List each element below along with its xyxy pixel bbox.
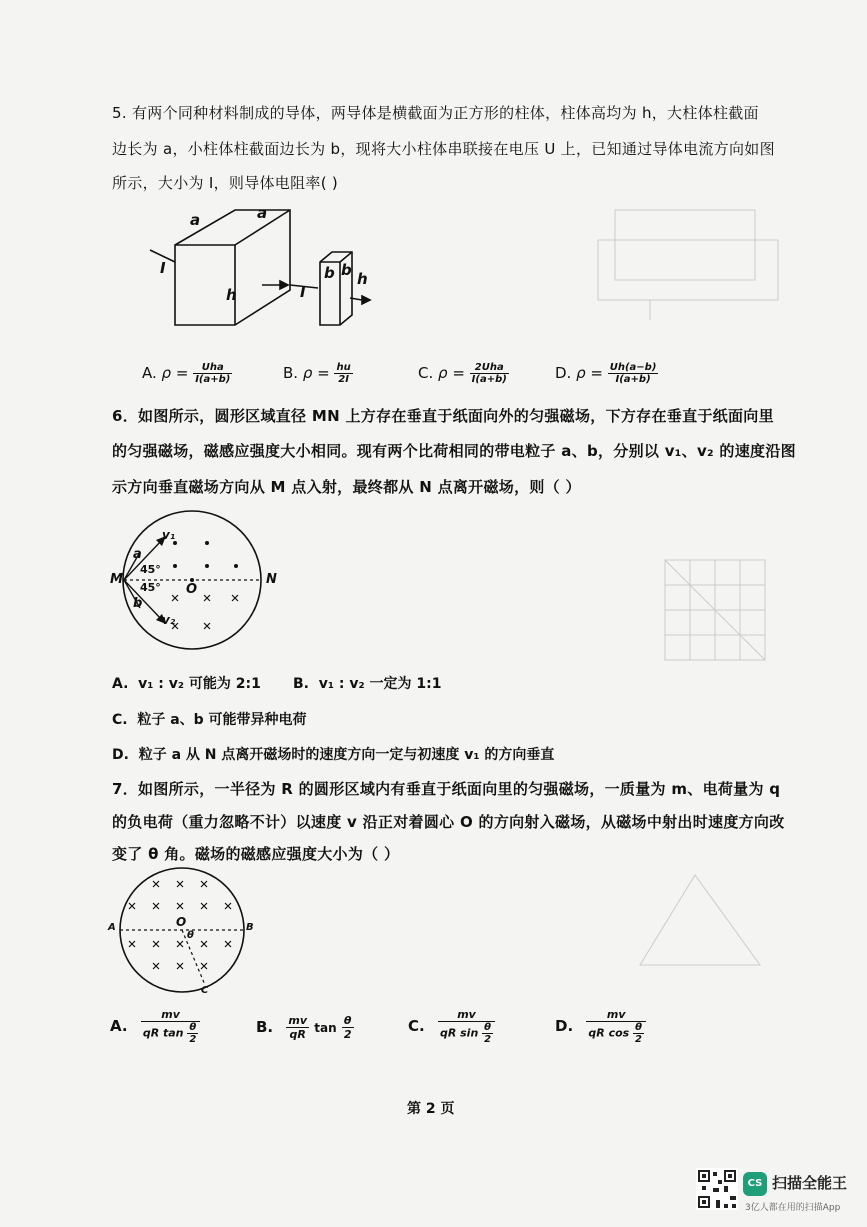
q6-label-angle-bottom: 45° — [140, 581, 161, 594]
q6-option-d[interactable]: D. 粒子 a 从 N 点离开磁场时的速度方向一定与初速度 v₁ 的方向垂直 — [112, 747, 555, 763]
q7-label-theta: θ — [187, 930, 194, 941]
q6-label-O: O — [186, 582, 198, 597]
q6-label-N: N — [266, 572, 277, 587]
q6-label-b: b — [133, 596, 143, 611]
q7-option-d[interactable]: D. mv qR cos $\frac{\theta}{2}$ — [555, 1008, 646, 1045]
page-number: 第 2 页 — [407, 1101, 455, 1117]
q5-line1: 5. 有两个同种材料制成的导体，两导体是横截面为正方形的柱体，柱体高均为 h，大柱体柱截面 — [112, 104, 759, 122]
camscanner-tagline: 3亿人都在用的扫描App — [745, 1203, 841, 1213]
q7-option-b[interactable]: B. $\frac{mv}{qR}$ tan $\frac{\theta}{2}$ — [256, 1014, 352, 1041]
q5-option-d[interactable]: D. ρ = $\frac{Uh(a-b)}{I(a+b)}$ — [555, 362, 657, 385]
q5-label-I1: I — [160, 259, 166, 277]
q5-label-b1: b — [324, 264, 335, 282]
q6-line2: 的匀强磁场，磁感应强度大小相同。现有两个比荷相同的带电粒子 a、b，分别以 v₁、v₂ 的速度沿图 — [112, 442, 796, 460]
q7-label-A: A — [108, 922, 116, 933]
q5-option-b[interactable]: B. ρ = $\frac{hu}{2I}$ — [283, 362, 351, 385]
q6-option-a[interactable]: A. v₁ : v₂ 可能为 2:1 — [112, 676, 261, 692]
q6-option-c[interactable]: C. 粒子 a、b 可能带异种电荷 — [112, 712, 307, 728]
q7-label-C: C — [201, 985, 209, 996]
camscanner-app-name: 扫描全能王 — [772, 1174, 848, 1192]
q6-label-v2: v₂ — [162, 613, 176, 627]
q6-option-b[interactable]: B. v₁ : v₂ 一定为 1:1 — [293, 676, 442, 692]
q5-label-b2: b — [341, 261, 352, 279]
q7-option-a[interactable]: A. mv qR tan $\frac{\theta}{2}$ — [110, 1008, 200, 1045]
q7-line1: 7．如图所示，一半径为 R 的圆形区域内有垂直于纸面向里的匀强磁场，一质量为 m、电荷量为 q — [112, 780, 781, 798]
q5-line3: 所示，大小为 I，则导体电阻率( ) — [112, 174, 339, 192]
q5-label-h2: h — [357, 270, 368, 288]
q5-option-c[interactable]: C. ρ = $\frac{\text{2Uha}}{I(a+b)}$ — [418, 362, 507, 385]
q7-option-c[interactable]: C. mv qR sin $\frac{\theta}{2}$ — [408, 1008, 495, 1045]
q7-label-O: O — [176, 915, 187, 929]
q5-option-a[interactable]: A. ρ = $\frac{\text{Uha}}{I(a+b)}$ — [142, 362, 231, 385]
camscanner-logo-icon: CS — [743, 1172, 767, 1196]
q6-label-v1: v₁ — [162, 528, 176, 542]
q6-label-a: a — [133, 547, 142, 562]
q5-label-I2: I — [300, 283, 306, 301]
q6-label-angle-top: 45° — [140, 563, 161, 576]
q5-label-a1: a — [190, 211, 201, 229]
q7-label-B: B — [246, 922, 254, 933]
q5-line2: 边长为 a，小柱体柱截面边长为 b，现将大小柱体串联接在电压 U 上，已知通过导体电流方向如图 — [112, 140, 775, 158]
q7-line2: 的负电荷（重力忽略不计）以速度 v 沿正对着圆心 O 的方向射入磁场，从磁场中射出时速度方向改 — [112, 813, 785, 831]
q5-label-h1: h — [226, 286, 237, 304]
q6-line1: 6．如图所示，圆形区域直径 MN 上方存在垂直于纸面向外的匀强磁场，下方存在垂直于纸面向里 — [112, 407, 774, 425]
q6-label-M: M — [110, 572, 123, 587]
q7-line3: 变了 θ 角。磁场的磁感应强度大小为（ ） — [112, 845, 400, 863]
q6-line3: 示方向垂直磁场方向从 M 点入射，最终都从 N 点离开磁场，则（ ） — [112, 478, 581, 496]
q5-label-a2: a — [257, 204, 268, 222]
